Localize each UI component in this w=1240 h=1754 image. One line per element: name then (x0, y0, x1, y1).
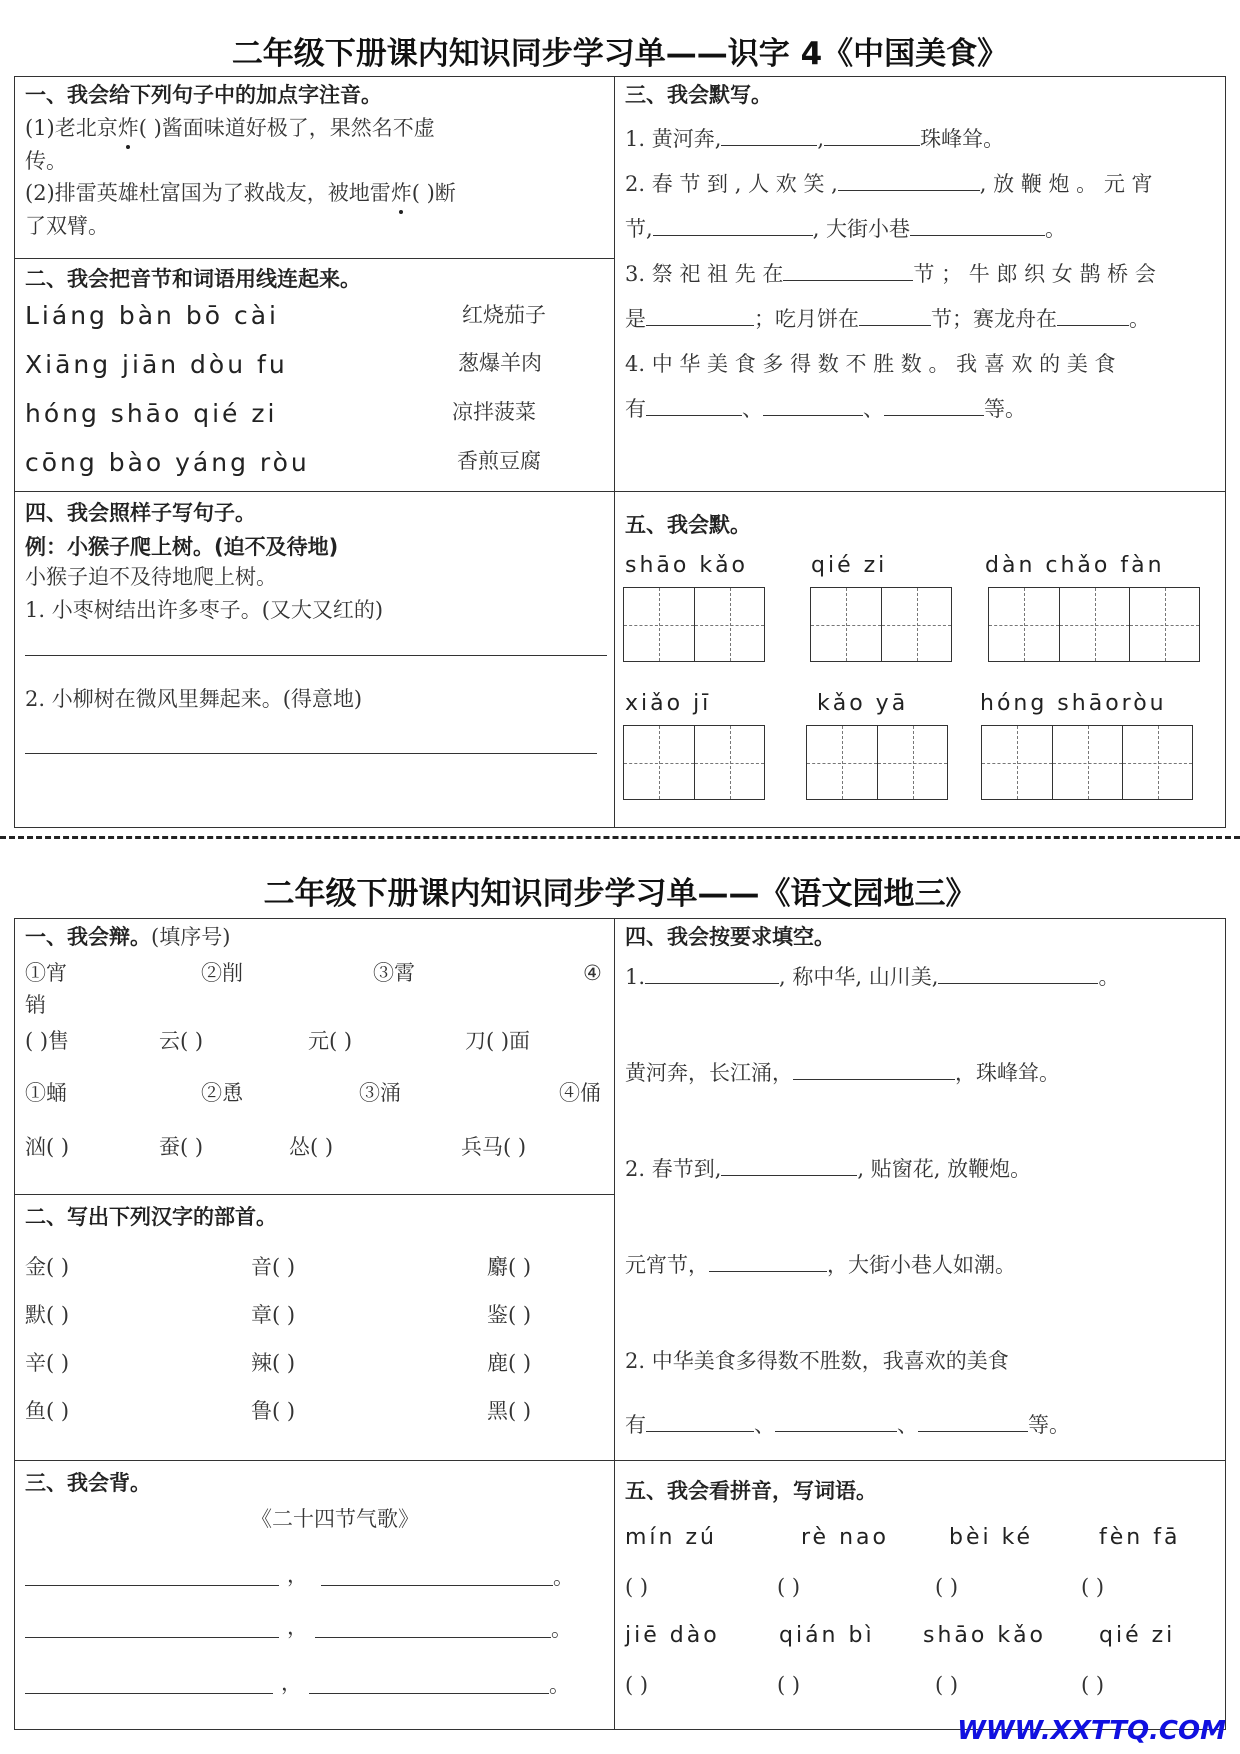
pinyin-label: shāo kǎo (923, 1623, 1047, 1648)
word-item: 葱爆羊肉 (458, 351, 542, 375)
radical-blank[interactable]: 章( ) (251, 1303, 296, 1327)
radical-blank[interactable]: 鹿( ) (487, 1351, 532, 1375)
pinyin-label: hóng shāoròu (980, 691, 1167, 716)
answer-blank[interactable] (721, 1153, 857, 1176)
answer-blank[interactable] (721, 123, 817, 146)
pinyin-label: xiǎo jī (625, 691, 712, 716)
radical-blank[interactable]: 辣( ) (251, 1351, 296, 1375)
answer-blank[interactable] (646, 303, 754, 326)
writing-grid[interactable] (810, 587, 952, 662)
pinyin-blank[interactable]: ( )酱面味道好极了，果然名不虚 (138, 116, 435, 140)
sheet1-section-2 (25, 263, 610, 477)
answer-blank[interactable] (709, 1249, 827, 1272)
sheet2-section-2 (25, 1201, 610, 1423)
writing-line[interactable] (25, 1637, 279, 1638)
section-heading: 三、我会背。 (25, 1471, 151, 1495)
answer-blank[interactable] (910, 213, 1045, 236)
sheet1-table (14, 76, 1226, 828)
radical-blank[interactable]: 黑( ) (487, 1399, 532, 1423)
sheet1-section-5 (625, 509, 1220, 716)
answer-paren[interactable]: ( ) (1081, 1575, 1105, 1599)
section-heading: 五、我会看拼音，写词语。 (625, 1479, 877, 1503)
example-sentence: 例：小猴子爬上树。(迫不及待地) (25, 535, 339, 559)
pinyin-label: fèn fā (1099, 1525, 1181, 1550)
radical-blank[interactable]: 鱼( ) (25, 1399, 70, 1423)
answer-blank[interactable] (783, 258, 913, 281)
pinyin-label: kǎo yā (817, 691, 909, 716)
pinyin-label: qié zi (811, 553, 888, 578)
writing-grid[interactable] (806, 725, 948, 800)
answer-paren[interactable]: ( ) (935, 1575, 959, 1599)
writing-line[interactable] (25, 1585, 279, 1586)
answer-blank[interactable] (918, 1409, 1028, 1432)
pinyin-label: qián bì (779, 1623, 875, 1648)
writing-line[interactable] (25, 655, 607, 656)
answer-blank[interactable]: 元( ) (308, 1029, 353, 1053)
answer-blank[interactable]: 刀( )面 (465, 1029, 531, 1053)
answer-blank[interactable] (645, 961, 779, 984)
watermark-logo: WWW.XXTTQ.COM (957, 1716, 1226, 1746)
dotted-char: 炸 (118, 112, 139, 145)
answer-paren[interactable]: ( ) (777, 1575, 801, 1599)
radical-blank[interactable]: 默( ) (25, 1303, 70, 1327)
writing-line[interactable] (315, 1637, 551, 1638)
answer-paren[interactable]: ( ) (777, 1673, 801, 1697)
section-heading: 二、我会把音节和词语用线连起来。 (25, 267, 361, 291)
pinyin-blank[interactable]: ( )断 (411, 181, 456, 206)
answer-blank[interactable]: 兵马( ) (461, 1135, 527, 1159)
answer-blank[interactable]: 云( ) (159, 1029, 204, 1053)
question: 1. 小枣树结出许多枣子。(又大又红的) (25, 597, 384, 622)
answer-blank[interactable]: 怂( ) (289, 1135, 334, 1159)
sheet2-title: 二年级下册课内知识同步学习单——《语文园地三》 (263, 876, 977, 912)
pinyin-label: dàn chǎo fàn (985, 553, 1165, 578)
radical-blank[interactable]: 金( ) (25, 1255, 70, 1279)
pinyin-item: cōng bào yáng ròu (25, 448, 310, 477)
answer-blank[interactable] (653, 213, 813, 236)
answer-blank[interactable]: 蚕( ) (159, 1135, 204, 1159)
sheet2-divider (614, 919, 615, 1729)
answer-blank[interactable] (824, 123, 920, 146)
pinyin-label: rè nao (801, 1525, 889, 1550)
radical-blank[interactable]: 辛( ) (25, 1351, 70, 1375)
poem-title: 《二十四节气歌》 (251, 1507, 419, 1531)
word-item: 红烧茄子 (462, 303, 546, 327)
writing-grid[interactable] (988, 587, 1200, 662)
answer-paren[interactable]: ( ) (625, 1673, 649, 1697)
example-answer: 小猴子迫不及待地爬上树。 (25, 565, 277, 589)
answer-blank[interactable] (838, 168, 980, 191)
section-heading: 三、我会默写。 (625, 83, 772, 107)
pinyin-item: hóng shāo qié zi (25, 399, 278, 428)
radical-blank[interactable]: 麝( ) (487, 1255, 532, 1279)
section-heading: 一、我会给下列句子中的加点字注音。 (25, 83, 382, 107)
answer-blank[interactable] (938, 961, 1098, 984)
section-heading: 四、我会按要求填空。 (625, 925, 835, 949)
sheet2-section-5 (625, 1475, 1220, 1697)
answer-blank[interactable] (793, 1057, 955, 1080)
writing-grid[interactable] (623, 587, 765, 662)
pinyin-item: Liáng bàn bō cài (25, 301, 279, 330)
answer-blank[interactable] (763, 393, 863, 416)
answer-blank[interactable] (859, 303, 931, 326)
sheet1-title: 二年级下册课内知识同步学习单——识字 4《中国美食》 (231, 36, 1009, 72)
writing-line[interactable] (321, 1585, 553, 1586)
writing-grid[interactable] (981, 725, 1193, 800)
writing-line[interactable] (25, 753, 597, 754)
pinyin-label: jiē dào (625, 1623, 720, 1648)
sheet1-section-3: 三、我会默写。 1. 黄河奔, , 珠峰耸。 2. 春 节 到 , 人 欢 笑 , , 放 鞭 炮 。 元 宵 节, , 大街小巷 。 3. 祭 祀 祖 先 在 节 ； 牛 郎 织 女 鹊 桥 会 是 ；吃月饼在 节；赛龙舟在 。 4. 中 华 美 食 多 得 数 不 胜 数 。 我 喜 欢 的 美 食 有 、 、 等。 (625, 79, 1220, 432)
writing-line[interactable] (309, 1693, 549, 1694)
word-item: 凉拌菠菜 (452, 400, 536, 424)
answer-paren[interactable]: ( ) (625, 1575, 649, 1599)
sheet1-section-4 (25, 497, 610, 711)
cut-line (0, 836, 1240, 839)
answer-blank[interactable]: 汹( ) (25, 1135, 70, 1159)
answer-blank[interactable] (775, 1409, 897, 1432)
question: 2. 小柳树在微风里舞起来。(得意地) (25, 687, 363, 711)
radical-blank[interactable]: 音( ) (251, 1255, 296, 1279)
writing-line[interactable] (25, 1693, 273, 1694)
sheet1-section-1: 一、我会给下列句子中的加点字注音。 (1)老北京炸( )酱面味道好极了，果然名不虚 传。 (2)排雷英雄杜富国为了救战友，被地雷炸( )断 了双臂。 (25, 79, 610, 242)
sheet2-table (14, 918, 1226, 1730)
section-heading: 四、我会照样子写句子。 (25, 501, 256, 525)
answer-paren[interactable]: ( ) (935, 1673, 959, 1697)
radical-blank[interactable]: 鲁( ) (251, 1399, 296, 1423)
section-heading: 五、我会默。 (625, 513, 751, 537)
sheet2-section-4: 四、我会按要求填空。 1. , 称中华, 山川美, 。 黄河奔，长江涌， ，珠峰耸。 2. 春节到, , 贴窗花, 放鞭炮。 元宵节， ，大街小巷人如潮。 2. 中华美食多得数不胜数，我喜欢的美食 有 、 、 等。 (625, 921, 1220, 951)
section-heading: 一、我会辩。 (25, 925, 151, 949)
sheet2-section-3: 三、我会背。 《二十四节气歌》 ， 。 ， 。 ， 。 (25, 1467, 610, 1497)
pinyin-item: Xiāng jiān dòu fu (25, 350, 288, 379)
answer-paren[interactable]: ( ) (1081, 1673, 1105, 1697)
answer-blank[interactable] (646, 1409, 754, 1432)
pinyin-label: bèi ké (949, 1525, 1034, 1550)
section-heading: 二、写出下列汉字的部首。 (25, 1205, 277, 1229)
word-item: 香煎豆腐 (457, 449, 541, 473)
dotted-char: 炸 (391, 177, 412, 210)
pinyin-label: shāo kǎo (625, 553, 749, 578)
sheet2-section-1: 一、我会辩。(填序号) ①宵 ②削 ③霄 ④ 销 ( )售 云( ) 元( ) 刀( )面 ①蛹 ②恿 ③涌 ④俑 汹( ) 蚕( ) 怂( ) 兵马( ) (25, 921, 610, 954)
answer-blank[interactable] (1057, 303, 1129, 326)
pinyin-label: mín zú (625, 1525, 717, 1550)
answer-blank[interactable] (646, 393, 742, 416)
writing-grid[interactable] (623, 725, 765, 800)
pinyin-label: qié zi (1099, 1623, 1176, 1648)
answer-blank[interactable] (884, 393, 984, 416)
radical-blank[interactable]: 鉴( ) (487, 1303, 532, 1327)
sheet1-divider (614, 77, 615, 827)
answer-blank[interactable]: ( )售 (25, 1029, 70, 1053)
